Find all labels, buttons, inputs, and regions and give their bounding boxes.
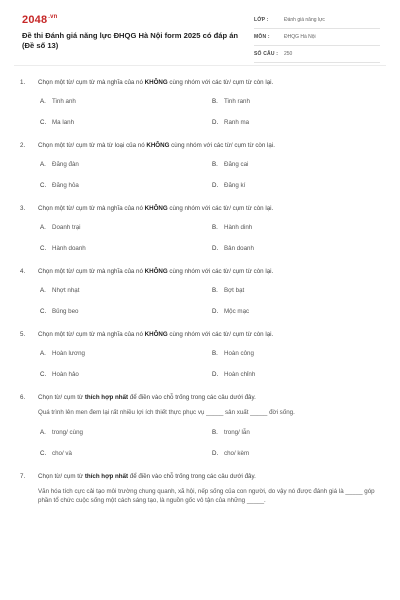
option-letter: D. — [212, 308, 219, 315]
meta-class-row — [254, 14, 380, 29]
meta-subject-row — [254, 31, 380, 46]
answer-option-d[interactable] — [212, 119, 384, 127]
option-text: Đăng kí — [224, 182, 246, 189]
option-text: Doanh trại — [52, 224, 81, 231]
question-3 — [20, 204, 382, 253]
option-text: Ma lanh — [52, 119, 75, 126]
option-letter: A. — [40, 98, 46, 105]
option-letter: C. — [40, 371, 47, 378]
option-letter: A. — [40, 224, 46, 231]
answer-option-a[interactable] — [40, 161, 212, 169]
option-letter: D. — [212, 449, 219, 457]
question-4 — [20, 267, 382, 316]
meta-value: Đánh giá năng lực — [284, 17, 325, 23]
answer-option-a[interactable] — [40, 287, 212, 295]
option-letter: A. — [40, 428, 46, 436]
question-stem — [20, 78, 382, 87]
stem-text: cùng nhóm với các từ/ cụm từ còn lại. — [167, 205, 274, 212]
option-letter: D. — [212, 371, 219, 378]
stem-text: để điền vào chỗ trống trong các câu dưới đây. — [128, 394, 256, 401]
stem-emphasis: KHÔNG — [144, 331, 168, 338]
answer-option-d[interactable] — [212, 371, 384, 379]
option-text: Hoàn công — [224, 350, 254, 357]
answer-options — [20, 287, 382, 316]
question-stem — [20, 267, 382, 276]
option-text: Tinh ranh — [224, 98, 250, 105]
answer-options — [20, 98, 382, 127]
answer-option-b[interactable] — [212, 350, 384, 358]
option-text: Đăng đàn — [52, 161, 79, 168]
question-number: 3. — [20, 205, 26, 212]
answer-option-b[interactable] — [212, 224, 384, 232]
question-5 — [20, 330, 382, 379]
option-letter: D. — [212, 245, 219, 252]
stem-text: cùng nhóm với các từ/ cụm từ còn lại. — [167, 79, 274, 86]
option-text: Hoàn hảo — [52, 371, 79, 378]
option-letter: B. — [212, 428, 218, 436]
option-text: cho/ kèm — [224, 449, 250, 457]
option-text: Hành doanh — [52, 245, 86, 252]
header-divider — [14, 65, 386, 66]
answer-option-d[interactable] — [212, 245, 384, 253]
question-passage: Văn hóa tích cực cải tạo môi trường chung quanh, xã hội, nếp sống của con người, do vậy nó được đánh giá là _____ góp phần tổ chức cuộc sống một cách sáng tạo, là nguồn gốc vô tận của những _____. — [38, 487, 375, 504]
option-letter: B. — [212, 224, 218, 231]
answer-option-c[interactable] — [40, 182, 212, 190]
option-text: trong/ lẫn — [224, 428, 250, 436]
question-number: 2. — [20, 142, 26, 149]
option-letter: A. — [40, 161, 46, 168]
answer-option-c[interactable] — [40, 245, 212, 253]
stem-text: Chọn từ/ cụm từ — [38, 394, 85, 401]
meta-label: MÔN : — [254, 34, 270, 40]
stem-text: cùng nhóm với các từ/ cụm từ còn lại. — [167, 268, 274, 275]
option-text: Tinh anh — [52, 98, 76, 105]
answer-options — [20, 429, 382, 458]
answer-option-a[interactable] — [40, 98, 212, 106]
question-stem — [20, 472, 382, 481]
option-letter: B. — [212, 161, 218, 168]
answer-option-a[interactable] — [40, 224, 212, 232]
stem-emphasis: KHÔNG — [144, 79, 168, 86]
option-text: Đăng hỏa — [52, 182, 79, 189]
question-number: 1. — [20, 79, 26, 86]
stem-text: để điền vào chỗ trống trong các câu dưới đây. — [128, 472, 256, 480]
stem-emphasis: KHÔNG — [146, 142, 170, 149]
page-header — [0, 0, 400, 64]
stem-emphasis: thích hợp nhất — [84, 472, 129, 480]
meta-count-row — [254, 48, 380, 63]
question-number: 7. — [20, 472, 26, 480]
option-text: Mộc mạc — [224, 308, 250, 315]
answer-option-d[interactable] — [212, 182, 384, 190]
question-6 — [20, 393, 382, 458]
answer-option-c[interactable] — [40, 371, 212, 379]
question-number: 4. — [20, 268, 26, 275]
stem-text: cùng nhóm với các từ/ cụm từ còn lại. — [169, 142, 275, 149]
option-text: trong/ cùng — [52, 428, 83, 436]
stem-text: cùng nhóm với các từ/ cụm từ còn lại. — [167, 331, 274, 338]
answer-option-d[interactable] — [212, 450, 384, 458]
stem-text: Chọn một từ/ cụm từ mà nghĩa của nó — [38, 79, 145, 86]
option-text: cho/ và — [52, 449, 72, 457]
option-text: Bợt bạt — [224, 287, 245, 294]
option-text: Bủng beo — [52, 308, 79, 315]
option-text: Ranh ma — [224, 119, 250, 126]
answer-option-a[interactable] — [40, 429, 212, 437]
option-text: Hoàn chỉnh — [224, 371, 256, 378]
stem-text: Chọn một từ/ cụm từ mà từ loại của nó — [38, 142, 147, 149]
option-letter: C. — [40, 182, 47, 189]
stem-text: Chọn một từ/ cụm từ mà nghĩa của nó — [38, 268, 145, 275]
answer-options — [20, 161, 382, 190]
answer-options — [20, 224, 382, 253]
stem-emphasis: thích hợp nhất — [84, 394, 129, 401]
question-stem — [20, 141, 382, 150]
stem-text: Chọn một từ/ cụm từ mà nghĩa của nó — [38, 205, 145, 212]
option-letter: C. — [40, 308, 47, 315]
answer-option-a[interactable] — [40, 350, 212, 358]
question-number: 6. — [20, 394, 26, 401]
option-text: Bản doanh — [224, 245, 254, 252]
option-text: Hành dinh — [224, 224, 253, 231]
option-text: Đăng cai — [224, 161, 249, 168]
question-stem — [20, 204, 382, 213]
answer-option-c[interactable] — [40, 308, 212, 316]
stem-emphasis: KHÔNG — [144, 205, 168, 212]
question-stem — [20, 393, 382, 402]
meta-label: SỐ CÂU : — [254, 51, 279, 57]
meta-value: 250 — [284, 51, 293, 57]
meta-label: LỚP : — [254, 17, 269, 23]
option-letter: D. — [212, 119, 219, 126]
answer-option-d[interactable] — [212, 308, 384, 316]
option-text: Hoàn lương — [52, 350, 85, 357]
option-letter: D. — [212, 182, 219, 189]
exam-meta — [254, 14, 380, 65]
question-number: 5. — [20, 331, 26, 338]
option-letter: B. — [212, 98, 218, 105]
option-letter: A. — [40, 350, 46, 357]
question-7 — [20, 472, 382, 506]
stem-text: Chọn từ/ cụm từ — [38, 472, 85, 480]
answer-option-b[interactable] — [212, 429, 384, 437]
answer-option-b[interactable] — [212, 287, 384, 295]
question-stem — [20, 330, 382, 339]
option-letter: B. — [212, 287, 218, 294]
answer-option-c[interactable] — [40, 450, 212, 458]
option-letter: A. — [40, 287, 46, 294]
site-logo[interactable]: $2048^{.vn}$ — [22, 14, 58, 26]
answer-option-c[interactable] — [40, 119, 212, 127]
option-letter: C. — [40, 449, 47, 457]
question-list — [0, 78, 400, 520]
option-letter: C. — [40, 119, 47, 126]
question-1 — [20, 78, 382, 127]
stem-text: Chọn một từ/ cụm từ mà nghĩa của nó — [38, 331, 145, 338]
answer-option-b[interactable] — [212, 98, 384, 106]
meta-value: ĐHQG Hà Nội — [284, 34, 316, 40]
answer-option-b[interactable] — [212, 161, 384, 169]
question-2 — [20, 141, 382, 190]
option-text: Nhợt nhạt — [52, 287, 80, 294]
stem-emphasis: KHÔNG — [144, 268, 168, 275]
page-title: Đề thi Đánh giá năng lực ĐHQG Hà Nội form 2025 có đáp án (Đề số 13) — [22, 31, 239, 50]
answer-options — [20, 350, 382, 379]
question-passage: Quá trình lên men đem lại rất nhiều lợi ích thiết thực phục vụ _____ sản xuất _____ đời sống. — [38, 409, 295, 416]
option-letter: B. — [212, 350, 218, 357]
option-letter: C. — [40, 245, 47, 252]
